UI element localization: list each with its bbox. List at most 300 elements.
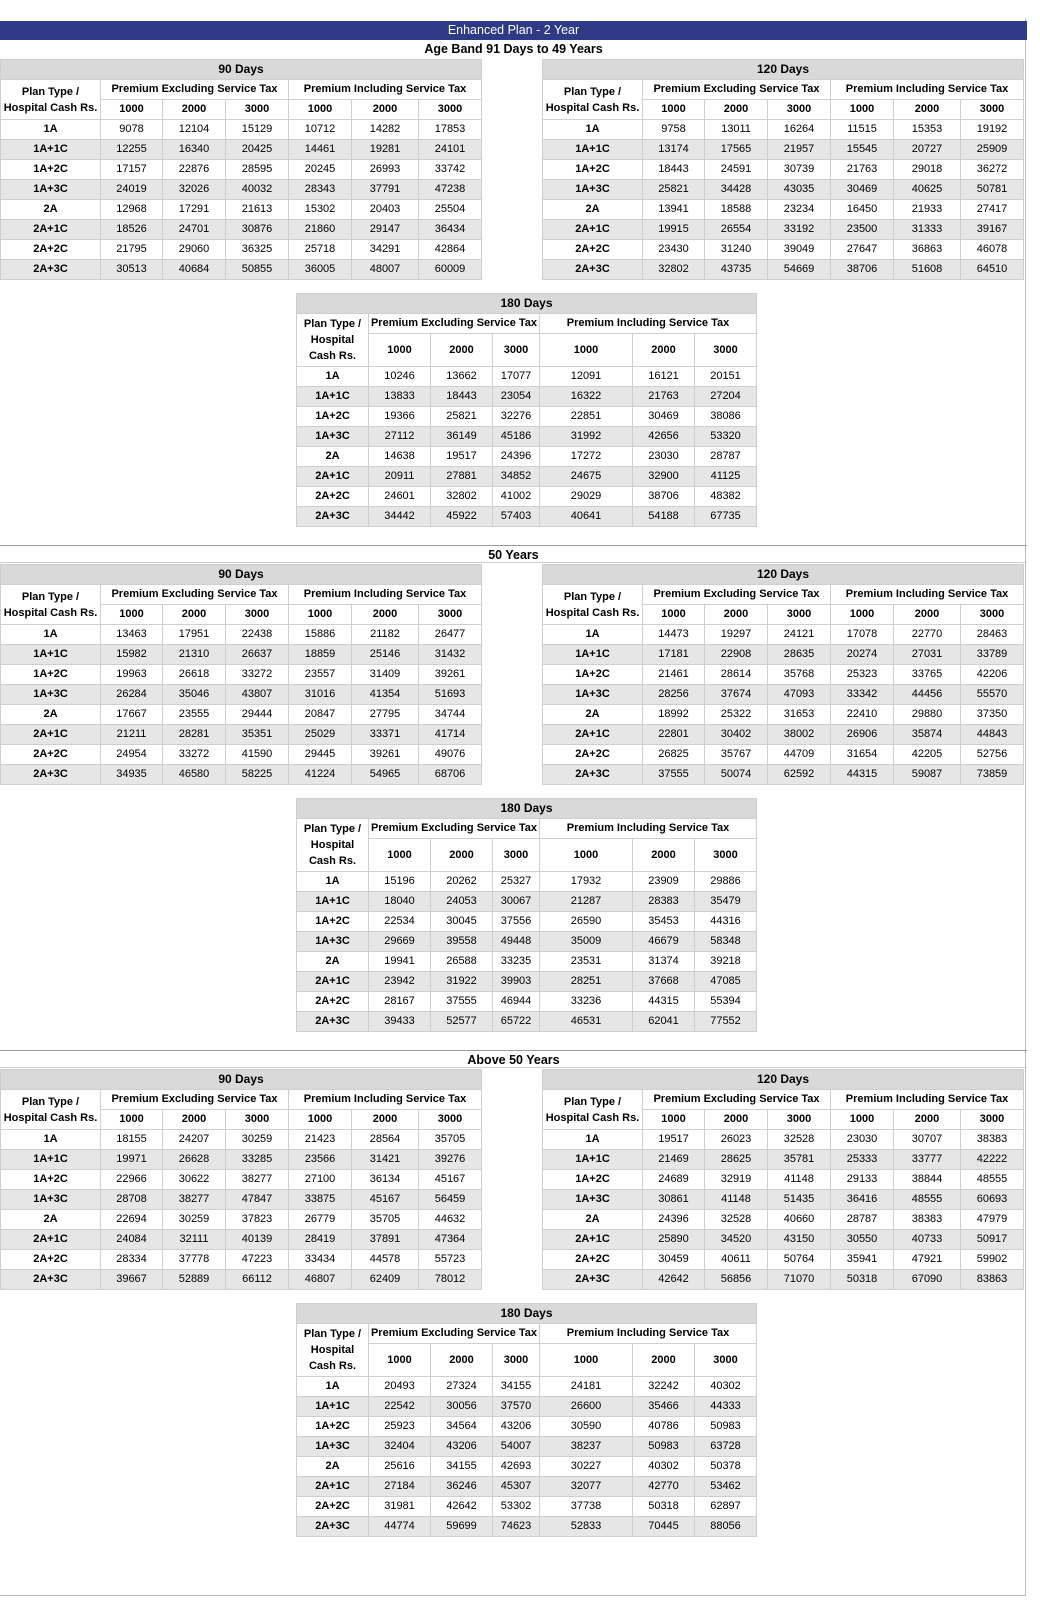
plan-type-cell: 2A+1C <box>1 1230 101 1250</box>
plan-type-cell: 1A+1C <box>297 387 369 407</box>
plan-type-header-line: Plan Type / <box>563 85 622 98</box>
premium-excl-value: 38002 <box>768 725 831 745</box>
premium-excl-value: 35767 <box>705 745 768 765</box>
premium-excl-value: 28635 <box>768 645 831 665</box>
premium-excl-value: 43206 <box>493 1417 540 1437</box>
premium-excl-value: 42642 <box>643 1270 705 1290</box>
table-row <box>1 180 482 200</box>
cash-amount-header: 3000 <box>226 100 289 120</box>
premium-incl-value: 47238 <box>419 180 482 200</box>
premium-incl-value: 47979 <box>961 1210 1024 1230</box>
premium-incl-value: 42656 <box>633 427 695 447</box>
table-row <box>297 367 757 387</box>
premium-incl-value: 39218 <box>695 952 757 972</box>
cash-amount-header: 1000 <box>101 100 163 120</box>
premium-excl-value: 20493 <box>369 1377 431 1397</box>
plan-type-header <box>543 1090 643 1130</box>
premium-incl-value: 20847 <box>289 705 352 725</box>
table-row <box>543 160 1024 180</box>
premium-excl-value: 41148 <box>768 1170 831 1190</box>
premium-incl-value: 15886 <box>289 625 352 645</box>
premium-incl-value: 42205 <box>894 745 961 765</box>
premium-incl-value: 33777 <box>894 1150 961 1170</box>
premium-excl-value: 24396 <box>493 447 540 467</box>
premium-excl-value: 17181 <box>643 645 705 665</box>
premium-excl-value: 22801 <box>643 725 705 745</box>
premium-excl-value: 39558 <box>431 932 493 952</box>
premium-incl-value: 33875 <box>289 1190 352 1210</box>
table-row <box>543 1170 1024 1190</box>
premium-incl-value: 38383 <box>961 1130 1024 1150</box>
premium-incl-value: 60009 <box>419 260 482 280</box>
plan-type-cell: 1A+1C <box>543 1150 643 1170</box>
premium-incl-value: 40302 <box>633 1457 695 1477</box>
premium-excl-value: 38277 <box>163 1190 226 1210</box>
premium-excl-value: 15129 <box>226 120 289 140</box>
premium-excl-value: 14638 <box>369 447 431 467</box>
premium-excl-value: 25923 <box>369 1417 431 1437</box>
cash-amount-header: 3000 <box>493 839 540 872</box>
premium-incl-value: 21423 <box>289 1130 352 1150</box>
premium-incl-value: 24101 <box>419 140 482 160</box>
premium-excl-value: 39903 <box>493 972 540 992</box>
premium-including-header: Premium Including Service Tax <box>831 1090 1024 1110</box>
premium-excl-value: 41590 <box>226 745 289 765</box>
table-180-days <box>296 293 757 527</box>
premium-excl-value: 30259 <box>226 1130 289 1150</box>
premium-incl-value: 21860 <box>289 220 352 240</box>
premium-excl-value: 50855 <box>226 260 289 280</box>
plan-type-cell: 1A <box>543 625 643 645</box>
table-120-days <box>542 564 1024 785</box>
premium-excl-value: 30739 <box>768 160 831 180</box>
premium-excl-value: 16340 <box>163 140 226 160</box>
premium-excl-value: 17077 <box>493 367 540 387</box>
plan-type-header-line: Plan Type / <box>563 1095 622 1108</box>
premium-incl-value: 33434 <box>289 1250 352 1270</box>
premium-incl-value: 40302 <box>695 1377 757 1397</box>
table-title-row <box>297 294 757 314</box>
premium-excl-value: 49448 <box>493 932 540 952</box>
premium-incl-value: 15302 <box>289 200 352 220</box>
header-row <box>297 819 757 839</box>
premium-incl-value: 36434 <box>419 220 482 240</box>
plan-type-header-line: Cash Rs. <box>308 855 357 867</box>
plan-type-cell: 2A+1C <box>1 725 101 745</box>
table-row <box>297 992 757 1012</box>
premium-incl-value: 35874 <box>894 725 961 745</box>
plan-type-cell: 1A+3C <box>297 1437 369 1457</box>
table-row <box>543 260 1024 280</box>
premium-excl-value: 41002 <box>493 487 540 507</box>
premium-incl-value: 55570 <box>961 685 1024 705</box>
table-row <box>1 1250 482 1270</box>
premium-incl-value: 44333 <box>695 1397 757 1417</box>
premium-excl-value: 24701 <box>163 220 226 240</box>
premium-incl-value: 58348 <box>695 932 757 952</box>
premium-incl-value: 23531 <box>540 952 633 972</box>
table-90-days <box>0 59 482 280</box>
plan-type-cell: 1A <box>1 625 101 645</box>
premium-incl-value: 30469 <box>633 407 695 427</box>
table-row <box>543 765 1024 785</box>
premium-excl-value: 13174 <box>643 140 705 160</box>
premium-excl-value: 30402 <box>705 725 768 745</box>
premium-excl-value: 19971 <box>101 1150 163 1170</box>
table-row <box>543 725 1024 745</box>
premium-incl-value: 25146 <box>352 645 419 665</box>
premium-excl-value: 19915 <box>643 220 705 240</box>
plan-type-cell: 1A+1C <box>543 645 643 665</box>
premium-incl-value: 54188 <box>633 507 695 527</box>
plan-type-cell: 1A <box>297 367 369 387</box>
premium-incl-value: 26779 <box>289 1210 352 1230</box>
table-row <box>543 1270 1024 1290</box>
age-band-heading: Age Band 91 Days to 49 Years <box>424 42 603 56</box>
premium-incl-value: 50378 <box>695 1457 757 1477</box>
premium-excl-value: 34155 <box>431 1457 493 1477</box>
premium-incl-value: 35941 <box>831 1250 894 1270</box>
plan-type-cell: 2A+1C <box>297 1477 369 1497</box>
premium-incl-value: 33236 <box>540 992 633 1012</box>
cash-amount-header: 3000 <box>226 1110 289 1130</box>
table-row <box>543 220 1024 240</box>
plan-type-cell: 2A+2C <box>543 1250 643 1270</box>
premium-incl-value: 20245 <box>289 160 352 180</box>
plan-type-cell: 1A <box>1 120 101 140</box>
cash-amount-header: 3000 <box>419 605 482 625</box>
premium-excl-value: 40660 <box>768 1210 831 1230</box>
table-120-days <box>542 1069 1024 1290</box>
cash-amount-header: 1000 <box>831 1110 894 1130</box>
premium-incl-value: 27100 <box>289 1170 352 1190</box>
premium-excl-value: 39433 <box>369 1012 431 1032</box>
premium-incl-value: 52833 <box>540 1517 633 1537</box>
premium-incl-value: 23909 <box>633 872 695 892</box>
plan-type-cell: 1A+3C <box>1 685 101 705</box>
cash-amount-header: 1000 <box>643 1110 705 1130</box>
plan-type-cell: 2A <box>543 200 643 220</box>
plan-type-cell: 1A+2C <box>543 665 643 685</box>
premium-incl-value: 31421 <box>352 1150 419 1170</box>
table-row <box>297 427 757 447</box>
premium-excl-value: 14473 <box>643 625 705 645</box>
premium-excl-value: 28595 <box>226 160 289 180</box>
premium-excl-value: 54007 <box>493 1437 540 1457</box>
premium-incl-value: 35466 <box>633 1397 695 1417</box>
table-row <box>1 745 482 765</box>
plan-type-cell: 2A+2C <box>1 240 101 260</box>
cash-amount-header: 2000 <box>705 100 768 120</box>
premium-incl-value: 10712 <box>289 120 352 140</box>
premium-incl-value: 15353 <box>894 120 961 140</box>
premium-incl-value: 46807 <box>289 1270 352 1290</box>
premium-excl-value: 47847 <box>226 1190 289 1210</box>
table-row <box>543 685 1024 705</box>
premium-excl-value: 24121 <box>768 625 831 645</box>
premium-including-header: Premium Including Service Tax <box>540 314 757 334</box>
plan-type-cell: 2A+2C <box>543 240 643 260</box>
cash-amount-header: 2000 <box>163 1110 226 1130</box>
premium-excl-value: 39667 <box>101 1270 163 1290</box>
premium-excl-value: 22542 <box>369 1397 431 1417</box>
premium-excluding-header: Premium Excluding Service Tax <box>101 80 289 100</box>
premium-incl-value: 40786 <box>633 1417 695 1437</box>
premium-incl-value: 44316 <box>695 912 757 932</box>
premium-excl-value: 30876 <box>226 220 289 240</box>
cash-amount-header: 2000 <box>894 100 961 120</box>
table-title-row <box>543 565 1024 585</box>
premium-excl-value: 30513 <box>101 260 163 280</box>
premium-incl-value: 36005 <box>289 260 352 280</box>
premium-incl-value: 31374 <box>633 952 695 972</box>
premium-excl-value: 58225 <box>226 765 289 785</box>
premium-incl-value: 55723 <box>419 1250 482 1270</box>
premium-incl-value: 39261 <box>352 745 419 765</box>
premium-incl-value: 38706 <box>633 487 695 507</box>
cash-amount-header: 1000 <box>369 839 431 872</box>
premium-excl-value: 9758 <box>643 120 705 140</box>
premium-excl-value: 22694 <box>101 1210 163 1230</box>
plan-type-cell: 1A+1C <box>1 1150 101 1170</box>
premium-incl-value: 50781 <box>961 180 1024 200</box>
premium-incl-value: 33742 <box>419 160 482 180</box>
premium-incl-value: 45167 <box>352 1190 419 1210</box>
premium-excl-value: 36325 <box>226 240 289 260</box>
premium-incl-value: 37350 <box>961 705 1024 725</box>
premium-incl-value: 25323 <box>831 665 894 685</box>
premium-excl-value: 25821 <box>431 407 493 427</box>
premium-excl-value: 42693 <box>493 1457 540 1477</box>
premium-excl-value: 29669 <box>369 932 431 952</box>
premium-incl-value: 14282 <box>352 120 419 140</box>
premium-including-header: Premium Including Service Tax <box>289 1090 482 1110</box>
premium-excl-value: 21310 <box>163 645 226 665</box>
premium-excl-value: 53302 <box>493 1497 540 1517</box>
table-row <box>543 1150 1024 1170</box>
premium-excl-value: 52889 <box>163 1270 226 1290</box>
premium-incl-value: 39276 <box>419 1150 482 1170</box>
premium-excl-value: 43735 <box>705 260 768 280</box>
premium-excl-value: 40032 <box>226 180 289 200</box>
premium-incl-value: 30707 <box>894 1130 961 1150</box>
premium-incl-value: 20274 <box>831 645 894 665</box>
table-row <box>1 1210 482 1230</box>
premium-excl-value: 21211 <box>101 725 163 745</box>
plan-type-cell: 1A+2C <box>297 407 369 427</box>
premium-excl-value: 28708 <box>101 1190 163 1210</box>
premium-excl-value: 32111 <box>163 1230 226 1250</box>
premium-excl-value: 17951 <box>163 625 226 645</box>
premium-excl-value: 37556 <box>493 912 540 932</box>
premium-incl-value: 45167 <box>419 1170 482 1190</box>
premium-excl-value: 13011 <box>705 120 768 140</box>
plan-type-cell: 1A+3C <box>543 180 643 200</box>
table-row <box>297 912 757 932</box>
table-title-row <box>543 60 1024 80</box>
premium-excl-value: 31981 <box>369 1497 431 1517</box>
plan-type-cell: 2A+1C <box>297 467 369 487</box>
premium-incl-value: 29445 <box>289 745 352 765</box>
premium-incl-value: 40625 <box>894 180 961 200</box>
plan-type-cell: 1A+1C <box>1 140 101 160</box>
table-title-row <box>1 565 482 585</box>
table-row <box>1 120 482 140</box>
premium-incl-value: 44315 <box>831 765 894 785</box>
premium-incl-value: 53462 <box>695 1477 757 1497</box>
premium-incl-value: 16121 <box>633 367 695 387</box>
premium-incl-value: 88056 <box>695 1517 757 1537</box>
premium-excl-value: 22966 <box>101 1170 163 1190</box>
premium-excl-value: 66112 <box>226 1270 289 1290</box>
premium-excl-value: 41148 <box>705 1190 768 1210</box>
plan-type-cell: 1A+2C <box>297 912 369 932</box>
table-title: 120 Days <box>543 565 1024 585</box>
premium-excl-value: 35768 <box>768 665 831 685</box>
cash-amount-header: 3000 <box>768 1110 831 1130</box>
premium-excl-value: 37674 <box>705 685 768 705</box>
table-row <box>543 1250 1024 1270</box>
premium-incl-value: 42222 <box>961 1150 1024 1170</box>
table-90-days <box>0 1069 482 1290</box>
plan-type-cell: 2A <box>297 952 369 972</box>
premium-including-header: Premium Including Service Tax <box>831 80 1024 100</box>
premium-excl-value: 9078 <box>101 120 163 140</box>
premium-excl-value: 25327 <box>493 872 540 892</box>
premium-excl-value: 25322 <box>705 705 768 725</box>
header-row <box>297 314 757 334</box>
premium-incl-value: 22770 <box>894 625 961 645</box>
plan-type-cell: 1A+3C <box>297 932 369 952</box>
premium-excl-value: 21795 <box>101 240 163 260</box>
premium-incl-value: 44456 <box>894 685 961 705</box>
premium-incl-value: 28787 <box>695 447 757 467</box>
premium-incl-value: 42206 <box>961 665 1024 685</box>
premium-incl-value: 32242 <box>633 1377 695 1397</box>
premium-excl-value: 35351 <box>226 725 289 745</box>
premium-incl-value: 31432 <box>419 645 482 665</box>
premium-excl-value: 19297 <box>705 625 768 645</box>
table-row <box>1 1170 482 1190</box>
age-band-heading: 50 Years <box>0 545 1027 563</box>
premium-incl-value: 35705 <box>419 1130 482 1150</box>
cash-amount-header: 2000 <box>352 605 419 625</box>
premium-excl-value: 57403 <box>493 507 540 527</box>
premium-excl-value: 34852 <box>493 467 540 487</box>
cash-amount-header: 1000 <box>831 605 894 625</box>
table-row <box>1 140 482 160</box>
premium-excl-value: 29444 <box>226 705 289 725</box>
header-row <box>297 1324 757 1344</box>
premium-excl-value: 34428 <box>705 180 768 200</box>
premium-excl-value: 43150 <box>768 1230 831 1250</box>
premium-excl-value: 12968 <box>101 200 163 220</box>
premium-incl-value: 62409 <box>352 1270 419 1290</box>
premium-excluding-header: Premium Excluding Service Tax <box>643 1090 831 1110</box>
plan-type-cell: 2A+1C <box>543 725 643 745</box>
premium-excl-value: 30045 <box>431 912 493 932</box>
premium-excl-value: 51435 <box>768 1190 831 1210</box>
table-row <box>297 952 757 972</box>
premium-incl-value: 68706 <box>419 765 482 785</box>
plan-type-cell: 2A <box>543 705 643 725</box>
table-row <box>1 765 482 785</box>
premium-excl-value: 30459 <box>643 1250 705 1270</box>
premium-incl-value: 16450 <box>831 200 894 220</box>
table-row <box>1 200 482 220</box>
table-row <box>297 872 757 892</box>
premium-excl-value: 13941 <box>643 200 705 220</box>
premium-incl-value: 23030 <box>633 447 695 467</box>
premium-excl-value: 20911 <box>369 467 431 487</box>
cash-amount-header: 3000 <box>695 334 757 367</box>
premium-incl-value: 55394 <box>695 992 757 1012</box>
plan-type-header-line: Plan Type / <box>21 1095 80 1108</box>
header-row <box>1 585 482 605</box>
premium-incl-value: 20403 <box>352 200 419 220</box>
table-row <box>1 260 482 280</box>
cash-amount-header: 3000 <box>961 1110 1024 1130</box>
plan-type-cell: 2A+2C <box>543 745 643 765</box>
plan-type-header-line: Hospital <box>310 334 355 346</box>
premium-excl-value: 47093 <box>768 685 831 705</box>
premium-incl-value: 17853 <box>419 120 482 140</box>
cash-amount-header: 3000 <box>493 1344 540 1377</box>
plan-type-header <box>297 314 369 367</box>
premium-excl-value: 21613 <box>226 200 289 220</box>
premium-excl-value: 62592 <box>768 765 831 785</box>
premium-incl-value: 31992 <box>540 427 633 447</box>
plan-type-cell: 2A+3C <box>1 260 101 280</box>
table-row <box>297 1437 757 1457</box>
cash-amount-header: 3000 <box>768 605 831 625</box>
table-row <box>543 1230 1024 1250</box>
premium-incl-value: 47085 <box>695 972 757 992</box>
premium-incl-value: 15545 <box>831 140 894 160</box>
plan-type-cell: 1A+3C <box>1 180 101 200</box>
table-row <box>543 705 1024 725</box>
premium-incl-value: 59902 <box>961 1250 1024 1270</box>
table-row <box>543 645 1024 665</box>
premium-incl-value: 40641 <box>540 507 633 527</box>
table-row <box>297 1497 757 1517</box>
premium-excluding-header: Premium Excluding Service Tax <box>101 585 289 605</box>
premium-including-header: Premium Including Service Tax <box>831 585 1024 605</box>
plan-type-header-line: Hospital Cash Rs. <box>545 1111 640 1124</box>
premium-incl-value: 24675 <box>540 467 633 487</box>
cash-amount-header: 3000 <box>695 1344 757 1377</box>
table-120-days <box>542 59 1024 280</box>
premium-incl-value: 25029 <box>289 725 352 745</box>
premium-excl-value: 18992 <box>643 705 705 725</box>
premium-excl-value: 18588 <box>705 200 768 220</box>
premium-incl-value: 36272 <box>961 160 1024 180</box>
premium-incl-value: 54965 <box>352 765 419 785</box>
premium-incl-value: 28383 <box>633 892 695 912</box>
premium-incl-value: 28419 <box>289 1230 352 1250</box>
premium-excl-value: 31653 <box>768 705 831 725</box>
premium-incl-value: 26590 <box>540 912 633 932</box>
premium-incl-value: 33765 <box>894 665 961 685</box>
premium-excl-value: 23555 <box>163 705 226 725</box>
premium-excl-value: 13662 <box>431 367 493 387</box>
premium-excl-value: 28281 <box>163 725 226 745</box>
cash-amount-header: 2000 <box>431 1344 493 1377</box>
plan-type-cell: 1A <box>543 120 643 140</box>
table-row <box>297 1377 757 1397</box>
premium-incl-value: 83863 <box>961 1270 1024 1290</box>
premium-excl-value: 28625 <box>705 1150 768 1170</box>
